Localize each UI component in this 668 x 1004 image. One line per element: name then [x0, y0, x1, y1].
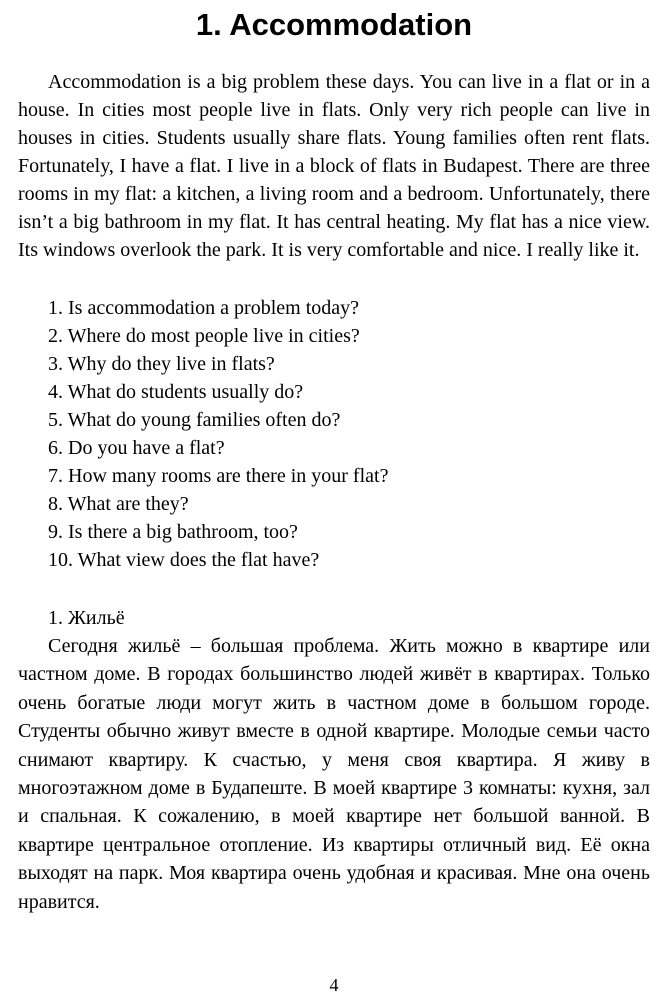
page-number: 4 [329, 975, 339, 995]
question-item: 7. How many rooms are there in your flat? [48, 465, 389, 487]
question-item: 2. Where do most people live in cities? [48, 325, 360, 347]
question-item: 6. Do you have a flat? [48, 437, 225, 459]
question-item: 8. What are they? [48, 493, 189, 515]
russian-heading: 1. Жильё [48, 607, 125, 629]
question-item: 3. Why do they live in flats? [48, 353, 275, 375]
page-content [18, 0, 650, 916]
english-paragraph: Accommodation is a big problem these days. You can live in a flat or in a house. In cities most people live in flats. Only very rich people can live in houses in cities. Students usually share flats. Young families often rent flats. Fortunately, I have a flat. I live in a block of flats in Budapest. There are three rooms in my flat: a kitchen, a living room and a bedroom. Unfortunately, there isn’t a big bathroom in my flat. It has central heating. My flat has a nice view. Its windows overlook the park. It is very comfortable and nice. I really like it. [18, 71, 650, 261]
question-item: 9. Is there a big bathroom, too? [48, 521, 298, 543]
question-item: 5. What do young families often do? [48, 409, 341, 431]
russian-paragraph: Сегодня жильё – большая проблема. Жить можно в квартире или частном доме. В городах большинство людей живёт в квартирах. Только очень богатые люди могут жить в частном доме в большом городе. Студенты обычно живут вместе в одной квартире. Молодые семьи часто снимают квартиру. К счастью, у меня своя квартира. Я живу в многоэтажном доме в Будапеште. В моей квартире 3 комнаты: кухня, зал и спальная. К сожалению, в моей квартире нет большой ванной. В квартире центральное отопление. Из квартиры отличный вид. Её окна выходят на парк. Моя квартира очень удобная и красивая. Мне она очень нравится. [18, 635, 650, 913]
questions-list [18, 294, 650, 574]
page-title: 1. Accommodation [195, 7, 473, 42]
question-item: 4. What do students usually do? [48, 381, 304, 403]
question-item: 10. What view does the flat have? [48, 549, 320, 571]
question-item: 1. Is accommodation a problem today? [48, 297, 360, 319]
